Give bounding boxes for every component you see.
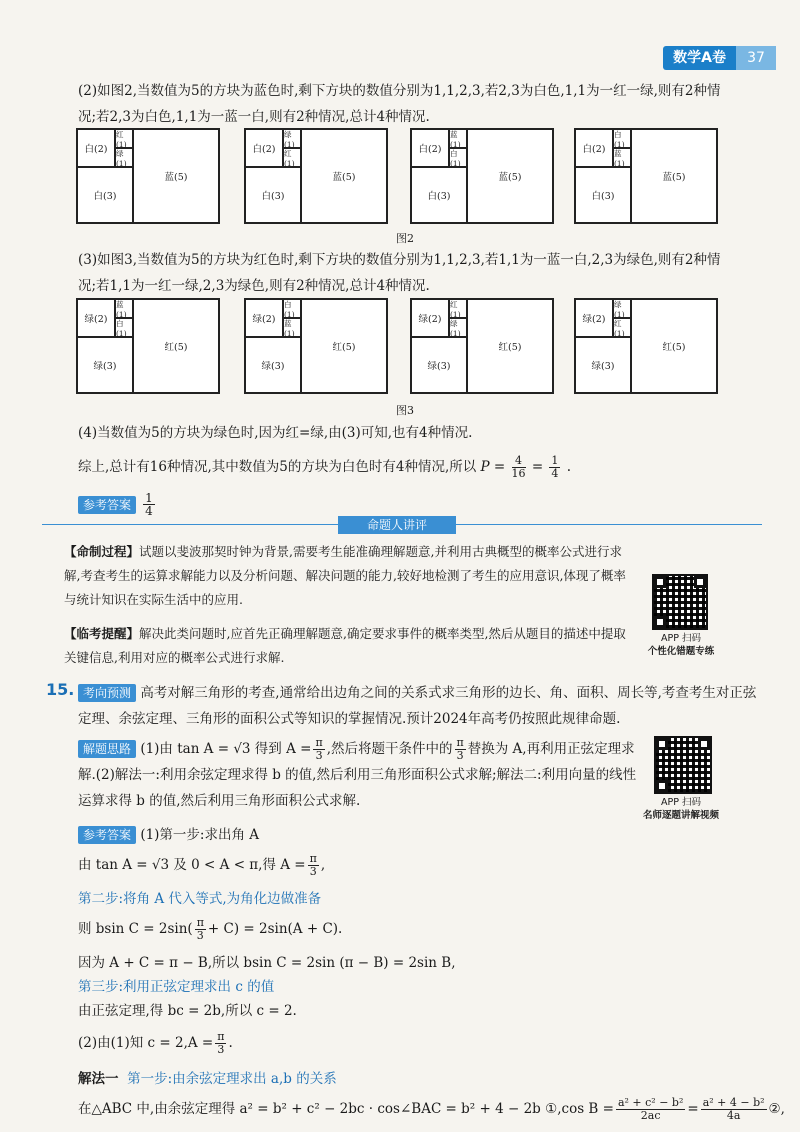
answer-fraction: $\frac{1}{4}$ — [145, 491, 153, 518]
line-cosine-law: 在△ABC 中,由余弦定理得 a² = b² + c² − 2bc · cos∠BAC = b² + 4 − 2b ①,cos B = $\frac{\text{a² + c² − b²}}{2ac}$ = $\frac{\text{a² + 4 − b²}}{4a}$ ②, — [78, 1096, 785, 1122]
page-number: 37 — [736, 46, 776, 70]
tip-label: 【临考提醒】 — [64, 626, 140, 641]
process-label: 【命制过程】 — [64, 544, 140, 559]
cell-value-5: 蓝(5) — [133, 129, 219, 223]
step1-title: (1)第一步:求出角 A — [140, 827, 260, 843]
cell-value-2: 绿(2) — [245, 299, 283, 337]
cell-value-3: 白(3) — [575, 167, 631, 223]
step2-title: 第二步:将角 A 代入等式,为角化边做准备 — [78, 891, 322, 907]
summary-text: 综上,总计有16种情况,其中数值为5的方块为白色时有4种情况,所以 — [78, 459, 477, 475]
qr-code-video-icon[interactable] — [654, 736, 712, 794]
question-number: 15. — [46, 680, 75, 699]
forecast-paragraph — [78, 680, 768, 732]
comment-title: 命题人讲评 — [338, 516, 456, 534]
cell-value-2: 白(2) — [411, 129, 449, 167]
cell-value-5: 红(5) — [631, 299, 717, 393]
cell-value-2: 白(2) — [575, 129, 613, 167]
idea-part-b: ,然后将题干条件中的 — [326, 741, 453, 757]
cell-value-5: 红(5) — [301, 299, 387, 393]
cell-value-1b: 白(1) — [449, 148, 467, 167]
cell-value-1b: 蓝(1) — [283, 318, 301, 337]
period: . — [566, 459, 572, 475]
method1-label: 解法一 — [78, 1071, 119, 1087]
cell-value-2: 绿(2) — [77, 299, 115, 337]
cell-value-1a: 红(1) — [115, 129, 133, 148]
probability-label: P = — [480, 459, 506, 475]
line-sine-relation: 因为 A + C = π − B,所以 bsin C = 2sin (π − B) = 2sin B, — [78, 955, 456, 971]
qr-caption-practice: APP 扫码 个性化错题专练 — [647, 633, 715, 657]
line-find-c: 由正弦定理,得 bc = 2b,所以 c = 2. — [78, 1003, 297, 1019]
fib-clock-panel — [76, 298, 220, 394]
method1-step: 第一步:由余弦定理求出 a,b 的关系 — [127, 1071, 337, 1087]
figure-3-caption: 图3 — [396, 404, 414, 417]
qr-code-icon[interactable] — [652, 574, 708, 630]
cell-value-2: 绿(2) — [575, 299, 613, 337]
answer-14 — [78, 492, 157, 517]
paragraph-case-red: (3)如图3,当数值为5的方块为红色时,剩下方块的数值分别为1,1,2,3,若1,1为一蓝一白,2,3为绿色,则有2种情况;若1,1为一红一绿,2,3为绿色,则有2种情况,总计4种情况. — [78, 252, 721, 294]
summary-line — [78, 454, 778, 480]
cell-value-2: 白(2) — [77, 129, 115, 167]
cell-value-1b: 蓝(1) — [613, 148, 631, 167]
idea-part-a: (1)由 tan A = √3 得到 A = — [140, 741, 312, 757]
idea-badge: 解题思路 — [78, 740, 136, 758]
fraction-pi-3: $\frac{\pi}{3}$ — [315, 736, 323, 762]
tip-text: 解决此类问题时,应首先正确理解题意,确定要求事件的概率类型,然后从题目的描述中提取关键信息,利用对应的概率公式进行求解. — [64, 626, 626, 665]
idea-part-c: 替换为 A,再利用正弦定理求 — [467, 741, 635, 757]
equals-sign: = — [531, 459, 544, 475]
solution-idea — [78, 736, 638, 814]
cell-value-3: 白(3) — [411, 167, 467, 223]
figure-2-caption: 图2 — [396, 232, 414, 245]
cell-value-1a: 绿(1) — [613, 299, 631, 318]
line-substitute: 则 bsin C = 2sin( $\frac{\pi}{3}$ + C) = 2sin(A + C). — [78, 916, 343, 942]
comment-tip — [64, 622, 638, 670]
step3-title: 第三步:利用正弦定理求出 c 的值 — [78, 979, 275, 995]
qr-caption-video: APP 扫码 名师逐题讲解视频 — [642, 797, 719, 821]
paragraph-case-green: (4)当数值为5的方块为绿色时,因为红=绿,由(3)可知,也有4种情况. — [78, 425, 473, 441]
cell-value-1a: 蓝(1) — [449, 129, 467, 148]
cell-value-2: 绿(2) — [411, 299, 449, 337]
cell-value-1a: 红(1) — [449, 299, 467, 318]
cell-value-5: 蓝(5) — [467, 129, 553, 223]
cell-value-1a: 蓝(1) — [115, 299, 133, 318]
fraction-4-16: $\frac{4}{16}$ — [511, 454, 526, 480]
cell-value-3: 绿(3) — [77, 337, 133, 393]
comment-process — [64, 540, 638, 612]
cell-value-1a: 绿(1) — [283, 129, 301, 148]
cell-value-3: 白(3) — [245, 167, 301, 223]
idea-part-d: 解.(2)解法一:利用余弦定理求得 b 的值,然后利用三角形面积公式求解;解法二:利用向量的线性运算求得 b 的值,然后利用三角形面积公式求解. — [78, 767, 637, 809]
cell-value-5: 蓝(5) — [301, 129, 387, 223]
fraction-pi-3-b: $\frac{\pi}{3}$ — [456, 736, 464, 762]
cell-value-5: 红(5) — [133, 299, 219, 393]
forecast-badge: 考向预测 — [78, 684, 136, 702]
cell-value-3: 绿(3) — [411, 337, 467, 393]
cell-value-1b: 白(1) — [115, 318, 133, 337]
cell-value-1b: 绿(1) — [449, 318, 467, 337]
answer-badge-15: 参考答案 — [78, 826, 136, 844]
cell-value-2: 白(2) — [245, 129, 283, 167]
cell-value-3: 白(3) — [77, 167, 133, 223]
method1-heading — [78, 1066, 337, 1092]
cell-value-1b: 红(1) — [613, 318, 631, 337]
fraction-1-4: $\frac{1}{4}$ — [551, 454, 559, 480]
cell-value-1b: 红(1) — [283, 148, 301, 167]
paragraph-case-blue: (2)如图2,当数值为5的方块为蓝色时,剩下方块的数值分别为1,1,2,3,若2,3为白色,1,1为一红一绿,则有2种情况;若2,3为白色,1,1为一蓝一白,则有2种情况,总计4种情况. — [78, 83, 721, 125]
fib-clock-panel — [410, 298, 554, 394]
cell-value-3: 绿(3) — [245, 337, 301, 393]
fib-clock-panel — [574, 128, 718, 224]
forecast-text: 高考对解三角形的考查,通常给出边角之间的关系式求三角形的边长、角、面积、周长等,考查考生对正弦定理、余弦定理、三角形的面积公式等知识的掌握情况.预计2024年高考仍按照此规律命题. — [78, 685, 757, 727]
cell-value-1a: 白(1) — [283, 299, 301, 318]
cell-value-1a: 白(1) — [613, 129, 631, 148]
line-part2: (2)由(1)知 c = 2,A = $\frac{\pi}{3}$ . — [78, 1030, 233, 1056]
answer-step1 — [78, 822, 259, 848]
cell-value-1b: 绿(1) — [115, 148, 133, 167]
answer-badge: 参考答案 — [78, 496, 136, 514]
fib-clock-panel — [410, 128, 554, 224]
process-text: 试题以斐波那契时钟为背景,需要考生能准确理解题意,并利用古典概型的概率公式进行求解,考查考生的运算求解能力以及分析问题、解决问题的能力,较好地检测了考生的应用意识,体现了概率与统计知识在实际生活中的应用. — [64, 544, 626, 607]
cell-value-5: 红(5) — [467, 299, 553, 393]
fib-clock-panel — [574, 298, 718, 394]
fib-clock-panel — [244, 298, 388, 394]
subject-label: 数学A卷 — [663, 46, 736, 70]
cell-value-3: 绿(3) — [575, 337, 631, 393]
cell-value-5: 蓝(5) — [631, 129, 717, 223]
fib-clock-panel — [244, 128, 388, 224]
line-find-a: 由 tan A = √3 及 0 < A < π,得 A = $\frac{\pi}{3}$ , — [78, 852, 326, 878]
fib-clock-panel — [76, 128, 220, 224]
